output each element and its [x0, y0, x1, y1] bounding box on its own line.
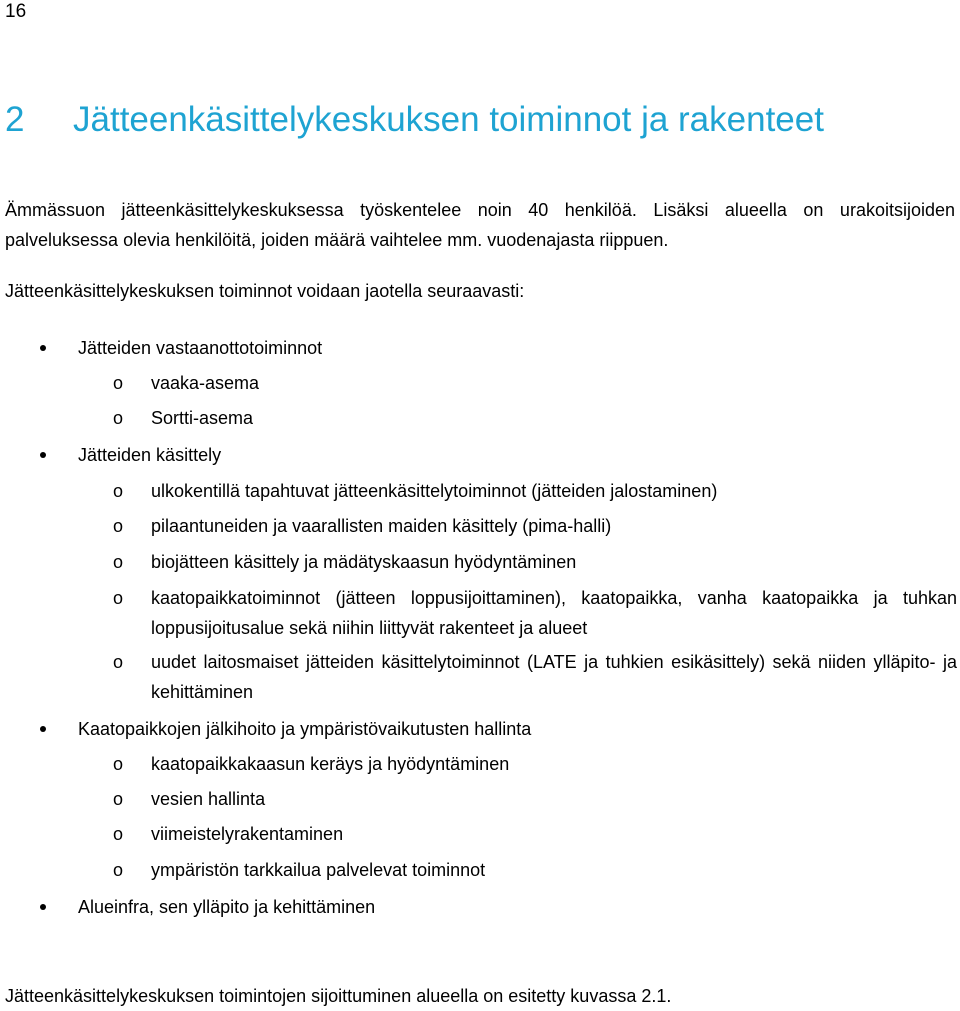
list-item: ulkokentillä tapahtuvat jätteenkäsittelytoiminnot (jätteiden jalostaminen)	[151, 481, 718, 501]
sub-bullet-icon: o	[113, 860, 124, 880]
bullet-icon	[40, 345, 46, 351]
section-title: Jätteenkäsittelykeskuksen toiminnot ja rakenteet	[73, 100, 824, 139]
section-number: 2	[5, 100, 25, 139]
list-item: uudet laitosmaiset jätteiden käsittelytoiminnot (LATE ja tuhkien esikäsittely) sekä niiden ylläpito- ja kehittäminen	[151, 652, 957, 702]
group-label: Alueinfra, sen ylläpito ja kehittäminen	[78, 897, 376, 917]
sub-bullet-icon: o	[113, 754, 124, 774]
intro-paragraph: Ämmässuon jätteenkäsittelykeskuksessa työskentelee noin 40 henkilöä. Lisäksi alueella on urakoitsijoiden palveluksessa olevia henkilöitä, joiden määrä vaihtelee mm. vuodenajasta riippuen.	[5, 200, 955, 250]
group-label: Jätteiden käsittely	[78, 445, 222, 465]
list-item: ympäristön tarkkailua palvelevat toiminnot	[151, 860, 486, 880]
list-item: viimeistelyrakentaminen	[151, 824, 344, 844]
sub-bullet-icon: o	[113, 789, 124, 809]
bullet-icon	[40, 904, 46, 910]
list-item: vesien hallinta	[151, 789, 266, 809]
sub-bullet-icon: o	[113, 824, 124, 844]
list-item: kaatopaikkatoiminnot (jätteen loppusijoittaminen), kaatopaikka, vanha kaatopaikka ja tuhkan loppusijoitusalue sekä niihin liittyvät rakenteet ja alueet	[151, 588, 957, 638]
figure-reference-paragraph: Jätteenkäsittelykeskuksen toimintojen sijoittuminen alueella on esitetty kuvassa 2.1.	[5, 986, 672, 1006]
page-number: 16	[5, 1, 27, 22]
list-item: Sortti-asema	[151, 408, 254, 428]
bullet-icon	[40, 452, 46, 458]
list-item: pilaantuneiden ja vaarallisten maiden käsittely (pima-halli)	[151, 516, 612, 536]
sub-bullet-icon: o	[113, 373, 124, 393]
sub-bullet-icon: o	[113, 652, 124, 672]
sub-bullet-icon: o	[113, 588, 124, 608]
group-label: Kaatopaikkojen jälkihoito ja ympäristövaikutusten hallinta	[78, 719, 532, 739]
sub-bullet-icon: o	[113, 552, 124, 572]
sub-bullet-icon: o	[113, 408, 124, 428]
group-label: Jätteiden vastaanottotoiminnot	[78, 338, 323, 358]
sub-bullet-icon: o	[113, 481, 124, 501]
list-item: vaaka-asema	[151, 373, 260, 393]
bullet-icon	[40, 726, 46, 732]
list-item: kaatopaikkakaasun keräys ja hyödyntäminen	[151, 754, 510, 774]
section-heading	[5, 99, 824, 141]
sub-bullet-icon: o	[113, 516, 124, 536]
list-item: biojätteen käsittely ja mädätyskaasun hyödyntäminen	[151, 552, 577, 572]
lead-paragraph: Jätteenkäsittelykeskuksen toiminnot voidaan jaotella seuraavasti:	[5, 281, 525, 301]
